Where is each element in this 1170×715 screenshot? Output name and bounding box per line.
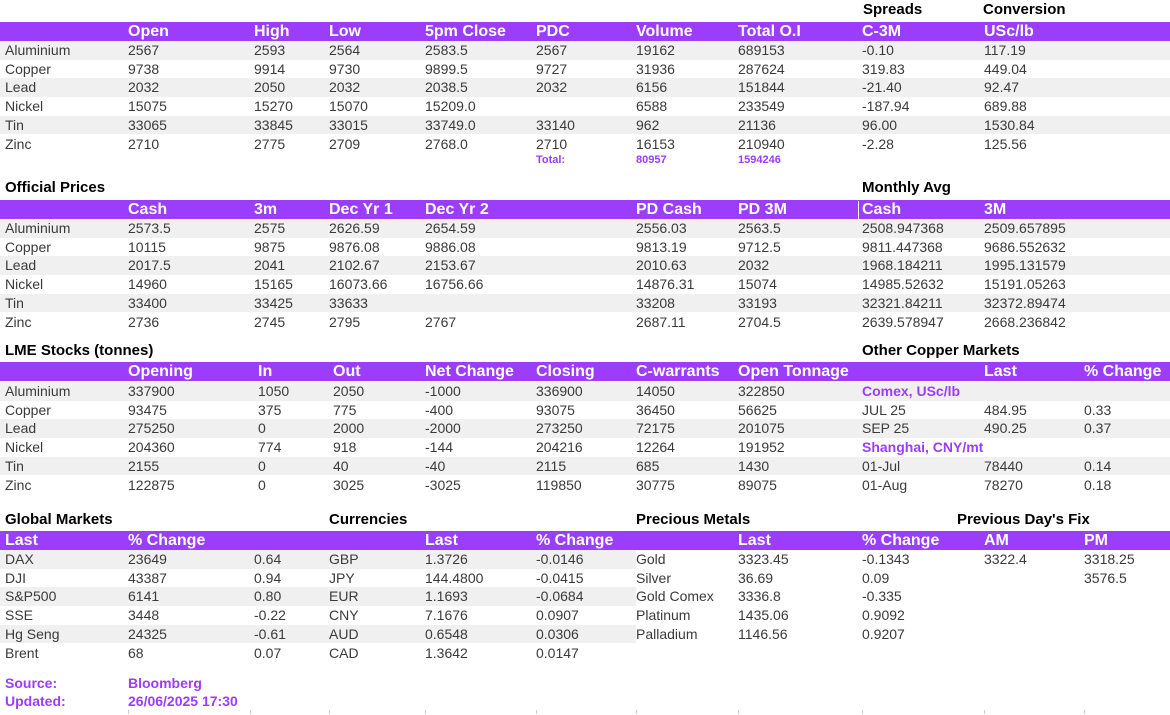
currency-change: -0.0415: [536, 569, 584, 586]
metal-name: Copper: [5, 238, 51, 255]
table-cell: 9876.08: [329, 238, 380, 255]
precious-last: 3323.45: [738, 551, 789, 567]
source-value: Bloomberg: [128, 675, 202, 691]
table-cell: 918: [333, 439, 357, 456]
table-cell: 31936: [636, 60, 675, 77]
table-cell: 2102.67: [329, 257, 380, 274]
table-cell: 2564: [329, 42, 361, 58]
table-cell: 2775: [254, 135, 286, 152]
copper-contract: 01-Aug: [862, 476, 908, 493]
table-cell: -1000: [425, 383, 461, 399]
table-cell: 15070: [329, 98, 368, 115]
table-cell: 36450: [636, 401, 675, 418]
table-cell: 15209.0: [425, 98, 476, 115]
stocks-col-header: Last: [984, 363, 1017, 380]
market-col-header: High: [254, 23, 290, 40]
table-cell: -2.28: [862, 135, 894, 152]
precious-metals-title: Precious Metals: [636, 511, 751, 528]
precious-last: 1146.56: [738, 625, 788, 642]
updated-value: 26/06/2025 17:30: [128, 693, 238, 709]
table-cell: 6588: [636, 98, 668, 115]
copper-last: 78440: [984, 457, 1023, 474]
table-cell: 93475: [128, 401, 167, 418]
table-cell: 9730: [329, 60, 361, 77]
table-cell: 40: [333, 457, 349, 474]
market-col-header: 5pm Close: [425, 23, 506, 40]
index-change: 0.64: [254, 551, 282, 567]
copper-last: 490.25: [984, 420, 1027, 437]
table-cell: -2000: [425, 420, 461, 437]
table-cell: 201075: [738, 420, 785, 437]
table-cell: 2575: [254, 220, 286, 236]
table-cell: 16153: [636, 135, 675, 152]
official-col-header: Dec Yr 2: [425, 201, 489, 218]
table-cell: 9914: [254, 60, 286, 77]
official-col-header: Dec Yr 1: [329, 201, 393, 218]
copper-market-heading: Shanghai, CNY/mt: [862, 439, 984, 456]
table-cell: 15270: [254, 98, 293, 115]
table-cell: 1430: [738, 457, 770, 474]
currency-change: -0.0146: [536, 551, 584, 567]
currency-change: 0.0907: [536, 607, 579, 624]
official-col-header: 3M: [984, 201, 1007, 218]
table-cell: 15191.05263: [984, 276, 1066, 293]
metal-name: Tin: [5, 116, 24, 133]
table-cell: 119850: [536, 476, 582, 493]
table-cell: 92.47: [984, 79, 1020, 96]
table-cell: 15075: [128, 98, 167, 115]
table-cell: 2032: [329, 79, 361, 96]
currency-last: 1.1693: [425, 588, 468, 605]
table-cell: 2654.59: [425, 220, 476, 236]
bottom-col-header: % Change: [862, 532, 940, 549]
table-cell: 336900: [536, 383, 583, 399]
table-cell: 14985.52632: [862, 276, 944, 293]
grid-tick: [636, 710, 637, 714]
metal-name: Tin: [5, 294, 24, 311]
table-cell: 21136: [738, 116, 776, 133]
copper-contract: 01-Jul: [862, 457, 901, 474]
metal-name: Lead: [5, 257, 37, 274]
copper-change: 0.18: [1084, 476, 1112, 493]
index-change: -0.61: [254, 625, 286, 642]
table-cell: 2710: [128, 135, 160, 152]
table-cell: 2709: [329, 135, 361, 152]
table-cell: 9875: [254, 238, 286, 255]
index-change: -0.22: [254, 607, 286, 624]
table-cell: 56625: [738, 401, 777, 418]
table-cell: 12264: [636, 439, 675, 456]
currency-last: 1.3726: [425, 551, 468, 567]
table-cell: 14050: [636, 383, 675, 399]
bottom-col-header: Last: [5, 532, 38, 549]
table-cell: 1050: [258, 383, 290, 399]
precious-last: 36.69: [738, 569, 774, 586]
table-cell: 15165: [254, 276, 293, 293]
table-cell: 33845: [254, 116, 293, 133]
table-cell: 2017.5: [128, 257, 171, 274]
stocks-col-header: Opening: [128, 363, 193, 380]
table-cell: 685: [636, 457, 660, 474]
precious-change: -0.335: [862, 588, 902, 605]
index-last: 23649: [128, 551, 167, 567]
table-cell: 14876.31: [636, 276, 695, 293]
stocks-col-header: Closing: [536, 363, 595, 380]
market-col-header: Total O.I: [738, 23, 801, 40]
table-cell: 32321.84211: [862, 294, 943, 311]
table-cell: 9813.19: [636, 238, 687, 255]
table-cell: 151844: [738, 79, 785, 96]
currency-name: CNY: [329, 607, 359, 624]
table-cell: 9686.552632: [984, 238, 1066, 255]
market-col-header: C-3M: [862, 23, 902, 40]
table-cell: 2032: [536, 79, 568, 96]
copper-contract: JUL 25: [862, 401, 906, 418]
stocks-col-header: Open Tonnage: [738, 363, 849, 380]
table-cell: 962: [636, 116, 660, 133]
table-cell: 2745: [254, 313, 286, 330]
table-cell: 2041: [254, 257, 286, 274]
index-name: Brent: [5, 644, 39, 661]
metal-name: Lead: [5, 420, 37, 437]
official-col-header: Cash: [128, 201, 168, 218]
table-cell: -400: [425, 401, 454, 418]
copper-change: 0.37: [1084, 420, 1112, 437]
table-cell: 2736: [128, 313, 160, 330]
bottom-col-header: Last: [425, 532, 458, 549]
table-cell: 0: [258, 476, 266, 493]
table-cell: 125.56: [984, 135, 1027, 152]
total-volume: 80957: [636, 154, 667, 167]
table-cell: 33400: [128, 294, 167, 311]
table-cell: 9727: [536, 60, 568, 77]
metal-name: Nickel: [5, 276, 44, 293]
table-cell: 30775: [636, 476, 675, 493]
table-cell: 2593: [254, 42, 286, 58]
table-cell: 191952: [738, 439, 785, 456]
table-cell: 2032: [128, 79, 160, 96]
updated-label: Updated:: [5, 693, 66, 709]
stocks-col-header: Out: [333, 363, 361, 380]
table-cell: -187.94: [862, 98, 910, 115]
metal-name: Aluminium: [5, 220, 71, 236]
currency-name: CAD: [329, 644, 359, 661]
index-name: SSE: [5, 607, 34, 624]
market-col-header: USc/lb: [984, 23, 1034, 40]
table-cell: 2556.03: [636, 220, 687, 236]
total-oi: 1594246: [738, 154, 781, 167]
lme-stocks-title: LME Stocks (tonnes): [5, 342, 154, 359]
table-cell: 15074: [738, 276, 777, 293]
metal-name: Nickel: [5, 439, 44, 456]
precious-change: 0.9207: [862, 625, 905, 642]
metal-name: Nickel: [5, 98, 44, 115]
table-cell: 3025: [333, 476, 365, 493]
table-cell: 233549: [738, 98, 785, 115]
table-cell: 1530.84: [984, 116, 1035, 133]
table-cell: 2795: [329, 313, 361, 330]
total-label: Total:: [536, 154, 566, 167]
currency-last: 0.6548: [425, 625, 468, 642]
currency-name: AUD: [329, 625, 359, 642]
currency-change: 0.0147: [536, 644, 579, 661]
currency-last: 1.3642: [425, 644, 468, 661]
grid-tick: [862, 710, 863, 714]
table-cell: 2508.947368: [862, 220, 944, 236]
copper-contract: SEP 25: [862, 420, 910, 437]
table-cell: 10115: [128, 238, 166, 255]
currency-change: -0.0684: [536, 588, 584, 605]
currency-name: GBP: [329, 551, 359, 567]
index-change: 0.94: [254, 569, 282, 586]
stocks-col-header: C-warrants: [636, 363, 720, 380]
table-cell: 2626.59: [329, 220, 380, 236]
bottom-col-header: AM: [984, 532, 1009, 549]
table-cell: 2115: [536, 457, 567, 474]
table-cell: 2767: [425, 313, 457, 330]
table-cell: 322850: [738, 383, 785, 399]
index-change: 0.07: [254, 644, 282, 661]
table-cell: 1968.184211: [862, 257, 943, 274]
table-cell: -40: [425, 457, 446, 474]
table-cell: 72175: [636, 420, 675, 437]
grid-tick: [128, 710, 129, 714]
table-cell: 89075: [738, 476, 777, 493]
bottom-col-header: PM: [1084, 532, 1108, 549]
index-last: 6141: [128, 588, 160, 605]
table-cell: 33015: [329, 116, 368, 133]
table-cell: 96.00: [862, 116, 898, 133]
official-col-header: PD Cash: [636, 201, 702, 218]
table-cell: 16756.66: [425, 276, 484, 293]
table-cell: 2639.578947: [862, 313, 944, 330]
precious-last: 3336.8: [738, 588, 781, 605]
grid-tick: [425, 710, 426, 714]
official-col-header: 3m: [254, 201, 278, 218]
table-cell: 33425: [254, 294, 293, 311]
metal-name: Copper: [5, 401, 51, 418]
currency-name: EUR: [329, 588, 359, 605]
table-cell: 2583.5: [425, 42, 468, 58]
table-cell: 2010.63: [636, 257, 687, 274]
currency-last: 7.1676: [425, 607, 468, 624]
table-cell: 9811.447368: [862, 238, 943, 255]
index-last: 3448: [128, 607, 160, 624]
table-cell: 2710: [536, 135, 568, 152]
row-stripe: [0, 382, 1170, 401]
table-cell: 2155: [128, 457, 160, 474]
table-cell: 33193: [738, 294, 777, 311]
table-cell: 774: [258, 439, 282, 456]
precious-name: Gold: [636, 551, 666, 567]
bottom-col-header: Last: [738, 532, 771, 549]
copper-last: 78270: [984, 476, 1023, 493]
index-last: 68: [128, 644, 144, 661]
table-cell: 2668.236842: [984, 313, 1066, 330]
spreads-title: Spreads: [863, 1, 923, 18]
table-cell: 122875: [128, 476, 175, 493]
table-cell: 2687.11: [636, 313, 686, 330]
metal-name: Lead: [5, 79, 37, 96]
table-cell: 33140: [536, 116, 575, 133]
table-cell: 2050: [254, 79, 286, 96]
table-cell: 9712.5: [738, 238, 781, 255]
table-cell: 775: [333, 401, 357, 418]
metal-name: Copper: [5, 60, 51, 77]
index-name: Hg Seng: [5, 625, 60, 642]
table-cell: -144: [425, 439, 454, 456]
table-cell: 337900: [128, 383, 175, 399]
market-col-header: Open: [128, 23, 169, 40]
table-cell: 0: [258, 420, 266, 437]
source-label: Source:: [5, 675, 58, 691]
grid-tick: [250, 710, 251, 714]
table-cell: 287624: [738, 60, 785, 77]
table-cell: 2050: [333, 383, 365, 399]
currency-last: 144.4800: [425, 569, 484, 586]
stocks-col-header: In: [258, 363, 273, 380]
table-cell: 449.04: [984, 60, 1027, 77]
currencies-title: Currencies: [329, 511, 408, 528]
copper-market-heading: Comex, USc/lb: [862, 383, 961, 399]
global-markets-title: Global Markets: [5, 511, 113, 528]
table-cell: 33208: [636, 294, 675, 311]
table-cell: 375: [258, 401, 282, 418]
metal-name: Aluminium: [5, 383, 71, 399]
table-cell: 9899.5: [425, 60, 468, 77]
table-cell: 33065: [128, 116, 167, 133]
copper-change: 0.14: [1084, 457, 1112, 474]
precious-change: 0.09: [862, 569, 890, 586]
fix-pm: 3576.5: [1084, 569, 1127, 586]
official-prices-title: Official Prices: [5, 179, 106, 196]
table-cell: 1995.131579: [984, 257, 1066, 274]
table-cell: 2567: [536, 42, 568, 58]
fix-am: 3322.4: [984, 551, 1027, 567]
index-change: 0.80: [254, 588, 282, 605]
conversion-title: Conversion: [983, 1, 1066, 18]
index-last: 43387: [128, 569, 167, 586]
market-col-header: PDC: [536, 23, 570, 40]
precious-name: Palladium: [636, 625, 698, 642]
grid-tick: [1084, 710, 1085, 714]
index-name: DJI: [5, 569, 26, 586]
grid-tick: [984, 710, 985, 714]
table-cell: 2563.5: [738, 220, 781, 236]
table-cell: 689153: [738, 42, 785, 58]
table-cell: 2704.5: [738, 313, 781, 330]
metal-name: Aluminium: [5, 42, 71, 58]
table-cell: -3025: [425, 476, 461, 493]
stocks-col-header: % Change: [1084, 363, 1162, 380]
metal-name: Zinc: [5, 476, 32, 493]
grid-tick: [329, 710, 330, 714]
table-cell: 204216: [536, 439, 583, 456]
table-cell: 2509.657895: [984, 220, 1066, 236]
table-cell: 9738: [128, 60, 160, 77]
column-divider: [858, 201, 859, 219]
copper-last: 484.95: [984, 401, 1027, 418]
table-cell: 33633: [329, 294, 368, 311]
precious-change: -0.1343: [862, 551, 910, 567]
table-cell: 210940: [738, 135, 785, 152]
bottom-col-header: % Change: [128, 532, 206, 549]
official-col-header: PD 3M: [738, 201, 787, 218]
table-cell: 117.19: [984, 42, 1026, 58]
precious-change: 0.9092: [862, 607, 905, 624]
table-cell: 689.88: [984, 98, 1027, 115]
table-cell: 32372.89474: [984, 294, 1066, 311]
previous-fix-title: Previous Day's Fix: [957, 511, 1090, 528]
copper-change: 0.33: [1084, 401, 1112, 418]
table-cell: 2768.0: [425, 135, 468, 152]
market-col-header: Low: [329, 23, 361, 40]
table-cell: 204360: [128, 439, 175, 456]
table-cell: 14960: [128, 276, 167, 293]
table-cell: 2567: [128, 42, 160, 58]
currency-name: JPY: [329, 569, 355, 586]
table-cell: 319.83: [862, 60, 905, 77]
fix-pm: 3318.25: [1084, 551, 1135, 567]
table-cell: 93075: [536, 401, 575, 418]
precious-name: Platinum: [636, 607, 691, 624]
precious-name: Silver: [636, 569, 672, 586]
table-cell: 2153.67: [425, 257, 476, 274]
table-cell: 0: [258, 457, 266, 474]
table-cell: 275250: [128, 420, 175, 437]
table-cell: -0.10: [862, 42, 894, 58]
table-cell: 2000: [333, 420, 365, 437]
stocks-col-header: Net Change: [425, 363, 514, 380]
index-last: 24325: [128, 625, 167, 642]
bottom-col-header: % Change: [536, 532, 614, 549]
precious-last: 1435.06: [738, 607, 789, 624]
table-cell: 6156: [636, 79, 668, 96]
table-cell: 2032: [738, 257, 770, 274]
index-name: DAX: [5, 551, 34, 567]
currency-change: 0.0306: [536, 625, 579, 642]
metal-name: Tin: [5, 457, 24, 474]
table-cell: 2038.5: [425, 79, 468, 96]
other-copper-title: Other Copper Markets: [862, 342, 1020, 359]
table-cell: 2573.5: [128, 220, 171, 236]
monthly-avg-title: Monthly Avg: [862, 179, 951, 196]
market-col-header: Volume: [636, 23, 693, 40]
table-cell: -21.40: [862, 79, 902, 96]
index-name: S&P500: [5, 588, 57, 605]
metal-name: Zinc: [5, 135, 32, 152]
metal-name: Zinc: [5, 313, 32, 330]
table-cell: 9886.08: [425, 238, 476, 255]
table-cell: 33749.0: [425, 116, 476, 133]
table-cell: 16073.66: [329, 276, 388, 293]
official-col-header: Cash: [862, 201, 902, 218]
table-cell: 19162: [636, 42, 675, 58]
grid-tick: [738, 710, 739, 714]
grid-tick: [536, 710, 537, 714]
table-cell: 273250: [536, 420, 583, 437]
precious-name: Gold Comex: [636, 588, 714, 605]
